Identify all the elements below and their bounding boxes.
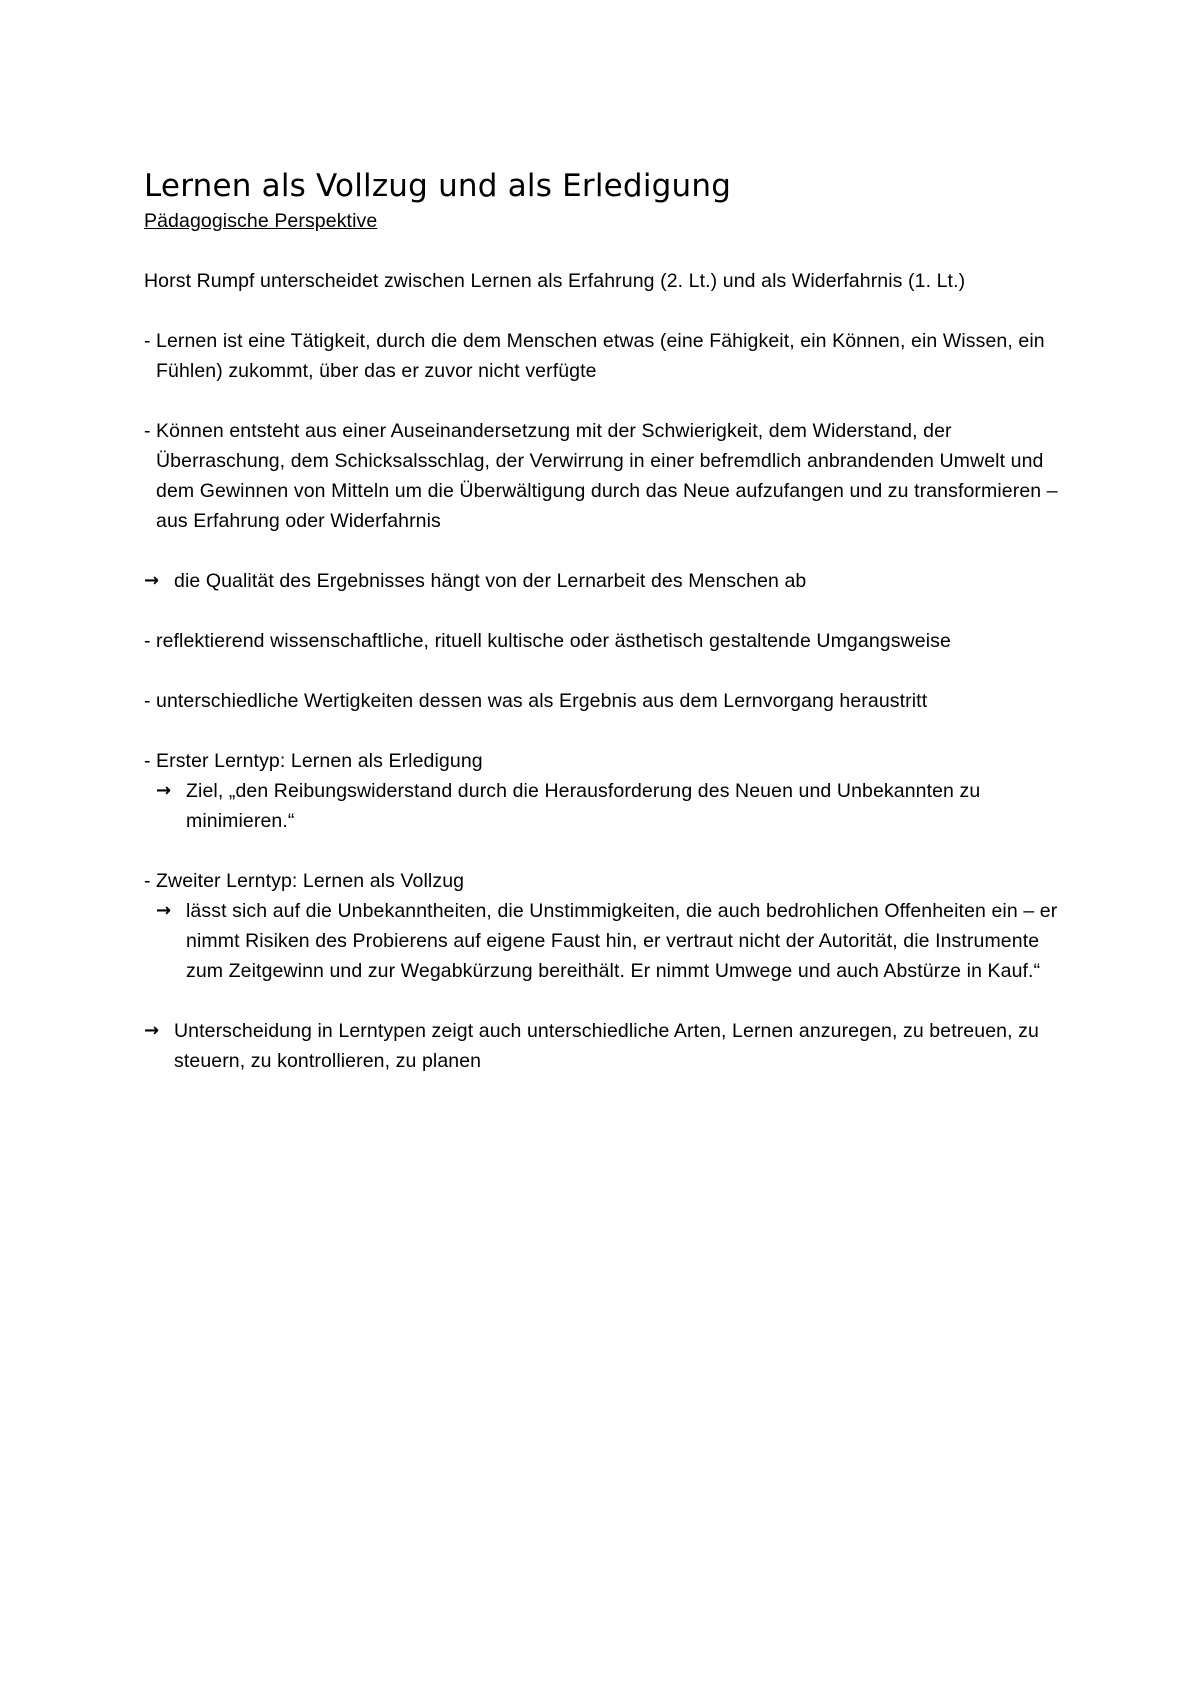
bullet-item	[144, 416, 1074, 536]
document-title: Lernen als Vollzug und als Erledigung	[144, 168, 732, 204]
bullet-marker: -	[144, 690, 151, 712]
section-subheading: Pädagogische Perspektive	[144, 210, 378, 232]
intro-paragraph: Horst Rumpf unterscheidet zwischen Lernen als Erfahrung (2. Lt.) und als Widerfahrnis (1. Lt.)	[144, 270, 966, 292]
bullet-text: reflektierend wissenschaftliche, rituell kultische oder ästhetisch gestaltende Umgangsweise	[156, 630, 951, 652]
arrow-item	[144, 566, 1074, 596]
bullet-text: Zweiter Lerntyp: Lernen als Vollzug	[156, 870, 465, 892]
bullet-item	[144, 866, 1074, 896]
bullet-marker: -	[144, 630, 151, 652]
arrow-right-icon: →	[156, 780, 172, 801]
sub-arrow-text: Ziel, „den Reibungswiderstand durch die Herausforderung des Neuen und Unbekannten zu minimieren.“	[186, 780, 981, 832]
bullet-text: Können entsteht aus einer Auseinandersetzung mit der Schwierigkeit, dem Widerstand, der Überraschung, dem Schicksalsschlag, der Verwirrung in einer befremdlich anbrandenden Umwelt und dem Gewinnen von Mitteln um die Überwältigung durch das Neue aufzufangen und zu transformieren – aus Erfahrung oder Widerfahrnis	[156, 420, 1058, 532]
bullet-item	[144, 746, 1074, 776]
bullet-text: Lernen ist eine Tätigkeit, durch die dem Menschen etwas (eine Fähigkeit, ein Können, ein Wissen, ein Fühlen) zukommt, über das er zuvor nicht verfügte	[156, 330, 1045, 382]
arrow-text: die Qualität des Ergebnisses hängt von der Lernarbeit des Menschen ab	[174, 570, 807, 592]
bullet-marker: -	[144, 870, 151, 892]
sub-arrow-item	[144, 776, 1074, 836]
bullet-marker: -	[144, 330, 151, 352]
bullet-marker: -	[144, 750, 151, 772]
bullet-item	[144, 686, 1074, 716]
bullet-text: Erster Lerntyp: Lernen als Erledigung	[156, 750, 483, 772]
bullet-item	[144, 626, 1074, 656]
arrow-right-icon: →	[156, 900, 172, 921]
sub-arrow-item	[144, 896, 1074, 986]
arrow-text: Unterscheidung in Lerntypen zeigt auch unterschiedliche Arten, Lernen anzuregen, zu betreuen, zu steuern, zu kontrollieren, zu planen	[174, 1020, 1039, 1072]
document-content	[144, 166, 1074, 1076]
sub-arrow-text: lässt sich auf die Unbekanntheiten, die Unstimmigkeiten, die auch bedrohlichen Offenheiten ein – er nimmt Risiken des Probierens auf eigene Faust hin, er vertraut nicht der Autorität, die Instrumente zum Zeitgewinn und zur Wegabkürzung bereithält. Er nimmt Umwege und auch Abstürze in Kauf.“	[186, 900, 1058, 982]
arrow-item	[144, 1016, 1074, 1076]
bullet-item	[144, 326, 1074, 386]
arrow-right-icon: →	[144, 1020, 160, 1041]
bullet-marker: -	[144, 420, 151, 442]
arrow-right-icon: →	[144, 570, 160, 591]
bullet-text: unterschiedliche Wertigkeiten dessen was als Ergebnis aus dem Lernvorgang heraustritt	[156, 690, 928, 712]
